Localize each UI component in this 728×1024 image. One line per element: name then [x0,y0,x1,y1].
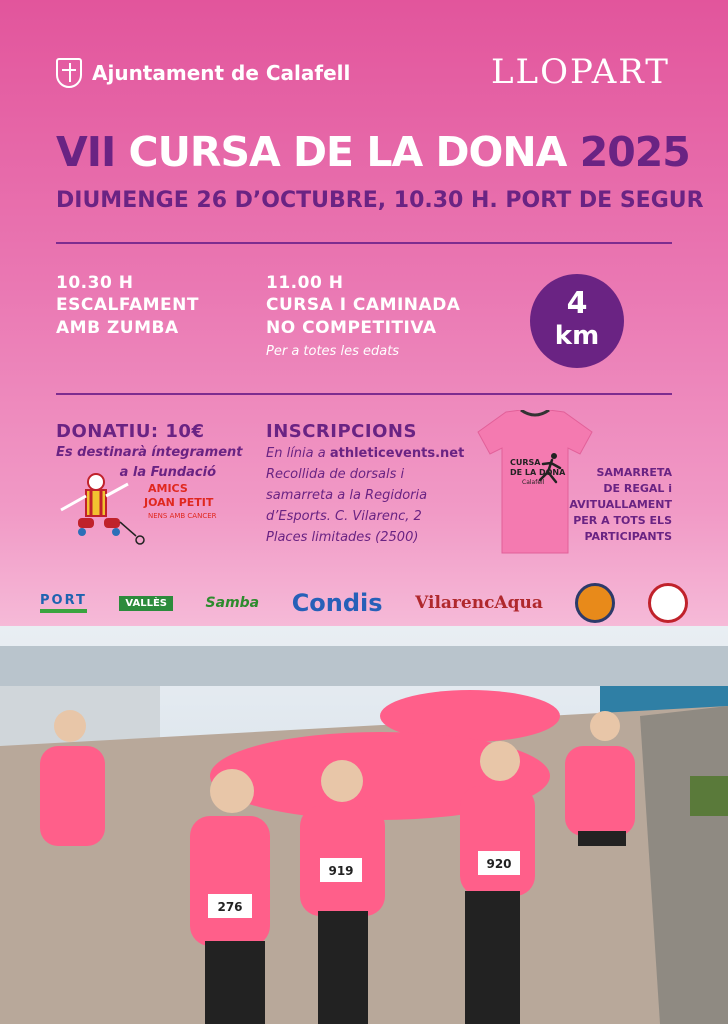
foundation-logo [56,470,226,550]
drum-club-icon [648,583,688,623]
sponsor-samba-logo: Samba [205,595,260,611]
distance-value: 4 [566,286,588,321]
gift-line: AVITUALLAMENT [569,498,672,511]
registration-section [266,420,464,548]
title-main: CURSA DE LA DONA [128,128,567,176]
civil-protection-icon [575,583,615,623]
gift-line: PER A TOTS ELS [573,514,672,527]
registration-line: Places limitades (2500) [266,530,419,545]
gift-line: PARTICIPANTS [584,530,672,543]
shirt-text: DE LA DONA [510,468,566,477]
registration-line [266,443,464,464]
child-drawing-icon [61,474,144,544]
event-subtitle: DIUMENGE 26 D’OCTUBRE, 10.30 H. PORT DE SEGUR [56,188,704,213]
title-ordinal: VII [56,128,116,176]
sponsor-bar [40,580,688,626]
donation-line: Es destinarà íntegrament [56,445,243,460]
divider [56,242,672,244]
registration-line: Recollida de dorsals i [266,467,405,482]
sponsor-vilarenc-logo: VilarencAqua [415,593,543,613]
bib-number: 920 [486,857,512,871]
participants-photo [0,626,728,1024]
distance-unit: km [554,321,600,351]
bib-number: 919 [328,864,354,878]
gift-line: SAMARRETA [596,466,672,479]
shirt-text: Calafell [522,479,545,486]
shirt-text: CURSA [510,458,541,467]
event-title [56,128,690,176]
divider [56,393,672,395]
foundation-tagline: NENS AMB CANCER [148,512,217,520]
registration-line: samarreta a la Regidoria [266,488,428,503]
schedule-time: 10.30 H [56,273,134,293]
registration-link[interactable]: athleticevents.net [329,446,465,461]
org-name: Ajuntament de Calafell [92,61,351,85]
schedule-line: AMB ZUMBA [56,318,179,338]
brand-logo: LLOPART [490,52,670,92]
schedule-time: 11.00 H [266,273,344,293]
sponsor-port-logo: PORT [40,593,87,613]
registration-prefix: En línia a [266,446,330,461]
schedule-line: CURSA I CAMINADA [266,295,461,315]
schedule-item-warmup [56,272,199,340]
title-year: 2025 [579,128,690,176]
foundation-name: AMICS [148,482,188,495]
donation-line: a la Fundació [119,465,216,480]
foundation-name: JOAN PETIT [144,496,214,509]
schedule-line: NO COMPETITIVA [266,318,437,338]
org-logo [56,58,350,88]
schedule-line: ESCALFAMENT [56,295,199,315]
registration-heading: INSCRIPCIONS [266,421,417,442]
registration-line: d’Esports. C. Vilarenc, 2 [266,509,422,524]
distance-badge [530,274,624,368]
schedule-note: Per a totes les edats [266,344,400,359]
bib-number: 276 [217,900,243,914]
coat-of-arms-icon [56,58,82,88]
gift-info [542,465,672,545]
gift-line: DE REGAL i [603,482,672,495]
schedule-item-race [266,272,460,362]
donation-heading: DONATIU: 10€ [56,421,205,442]
sponsor-valles-logo: VALLÈS [119,596,173,611]
sponsor-condis-logo: Condis [291,589,383,617]
